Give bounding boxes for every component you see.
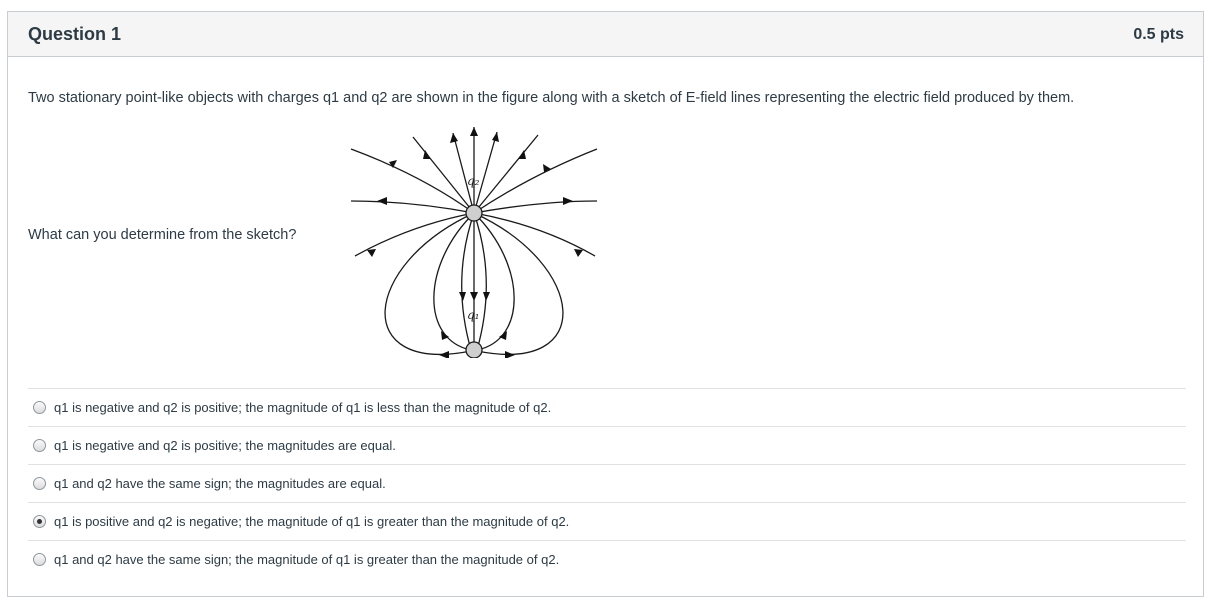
answer-option-2[interactable] bbox=[28, 426, 1186, 464]
charge-q2 bbox=[466, 205, 482, 221]
field-line bbox=[351, 201, 474, 213]
label-q2: q₂ bbox=[467, 174, 480, 188]
answer-option-5[interactable] bbox=[28, 540, 1186, 578]
charge-q1 bbox=[466, 342, 482, 358]
field-line bbox=[474, 135, 538, 213]
electric-field-figure bbox=[341, 115, 601, 358]
question-text: Two stationary point-like objects with charges q1 and q2 are shown in the figure along with a sketch of E-field lines representing the electric field produced by them. bbox=[28, 90, 1075, 106]
question-header bbox=[8, 12, 1203, 57]
radio-button[interactable] bbox=[33, 439, 46, 452]
field-line bbox=[474, 149, 597, 213]
field-line bbox=[385, 213, 474, 354]
arrowhead bbox=[483, 292, 490, 301]
question-prompt: What can you determine from the sketch? bbox=[28, 227, 297, 243]
arrowhead bbox=[470, 292, 478, 301]
answer-option-4[interactable] bbox=[28, 502, 1186, 540]
answer-label: q1 is negative and q2 is positive; the magnitude of q1 is less than the magnitude of q2. bbox=[54, 400, 552, 415]
arrowhead bbox=[389, 160, 397, 168]
answer-list bbox=[28, 388, 1186, 578]
answer-label: q1 is positive and q2 is negative; the magnitude of q1 is greater than the magnitude of q2. bbox=[54, 514, 570, 529]
question-points: 0.5 pts bbox=[1133, 26, 1184, 43]
field-line bbox=[474, 201, 597, 213]
radio-button[interactable] bbox=[33, 553, 46, 566]
label-q1: q₁ bbox=[467, 308, 480, 322]
question-card bbox=[7, 11, 1204, 597]
field-line bbox=[351, 149, 474, 213]
field-line bbox=[474, 213, 486, 350]
radio-button-selected[interactable] bbox=[33, 515, 46, 528]
answer-option-3[interactable] bbox=[28, 464, 1186, 502]
arrowhead bbox=[367, 249, 376, 257]
arrowhead bbox=[439, 351, 449, 358]
arrowhead bbox=[574, 249, 583, 257]
arrowhead bbox=[459, 292, 466, 301]
arrowhead bbox=[563, 197, 573, 205]
answer-option-1[interactable] bbox=[28, 388, 1186, 426]
arrowhead bbox=[505, 351, 515, 358]
answer-label: q1 is negative and q2 is positive; the magnitudes are equal. bbox=[54, 438, 396, 453]
answer-label: q1 and q2 have the same sign; the magnitude of q1 is greater than the magnitude of q2. bbox=[54, 552, 560, 567]
question-title: Question 1 bbox=[28, 24, 122, 44]
radio-button[interactable] bbox=[33, 477, 46, 490]
arrowhead bbox=[377, 197, 387, 205]
answer-label: q1 and q2 have the same sign; the magnitudes are equal. bbox=[54, 476, 386, 491]
arrowhead bbox=[470, 127, 478, 136]
field-line bbox=[413, 137, 474, 213]
field-line bbox=[462, 213, 474, 350]
arrowhead bbox=[492, 132, 499, 142]
radio-button[interactable] bbox=[33, 401, 46, 414]
